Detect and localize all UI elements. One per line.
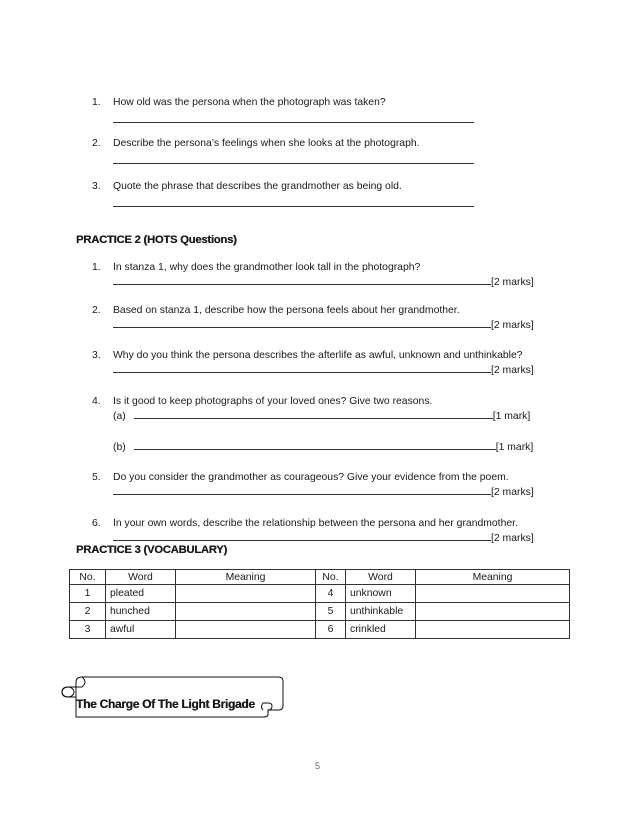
- vocabulary-table: [69, 569, 570, 639]
- question-number: 5.: [92, 472, 101, 483]
- practice2-heading: PRACTICE 2 (HOTS Questions): [76, 234, 237, 246]
- vocab-word: pleated: [106, 585, 176, 603]
- question-text: In stanza 1, why does the grandmother look tall in the photograph?: [113, 262, 421, 273]
- question-number: 3.: [92, 350, 101, 361]
- meaning-cell[interactable]: [176, 603, 316, 621]
- meaning-cell[interactable]: [416, 585, 570, 603]
- question-number: 1.: [92, 262, 101, 273]
- table-row: [70, 621, 570, 639]
- meaning-cell[interactable]: [416, 603, 570, 621]
- table-row: [70, 603, 570, 621]
- meaning-cell[interactable]: [176, 585, 316, 603]
- answer-line[interactable]: [113, 113, 474, 127]
- vocab-word: crinkled: [346, 621, 416, 639]
- column-header: No.: [70, 570, 106, 585]
- column-header: Meaning: [176, 570, 316, 585]
- column-header: Word: [106, 570, 176, 585]
- marks-label: [2 marks]: [491, 487, 534, 498]
- marks-label: [1 mark]: [495, 442, 534, 453]
- question-number: 3.: [92, 181, 101, 192]
- vocab-word: unthinkable: [346, 603, 416, 621]
- question-text: In your own words, describe the relationship between the persona and her grandmother.: [113, 518, 518, 529]
- marks-label: [2 marks]: [491, 320, 534, 331]
- answer-line[interactable]: [113, 154, 474, 168]
- column-header: No.: [316, 570, 346, 585]
- vocab-word: hunched: [106, 603, 176, 621]
- table-header-row: [70, 570, 570, 585]
- question-text: Why do you think the persona describes the afterlife as awful, unknown and unthinkable?: [113, 350, 523, 361]
- answer-line[interactable]: [113, 485, 534, 499]
- answer-line[interactable]: [113, 531, 534, 545]
- column-header: Word: [346, 570, 416, 585]
- question-text: Based on stanza 1, describe how the persona feels about her grandmother.: [113, 305, 460, 316]
- answer-line[interactable]: [113, 197, 474, 211]
- banner-title: The Charge Of The Light Brigade: [76, 697, 255, 711]
- row-number: 1: [70, 585, 106, 603]
- question-number: 2.: [92, 305, 101, 316]
- answer-line-b[interactable]: [113, 440, 533, 454]
- meaning-cell[interactable]: [176, 621, 316, 639]
- question-text: Quote the phrase that describes the grandmother as being old.: [113, 181, 402, 192]
- row-number: 4: [316, 585, 346, 603]
- answer-line[interactable]: [113, 318, 534, 332]
- vocab-word: unknown: [346, 585, 416, 603]
- question-number: 2.: [92, 138, 101, 149]
- marks-label: [2 marks]: [491, 277, 534, 288]
- row-number: 5: [316, 603, 346, 621]
- vocab-word: awful: [106, 621, 176, 639]
- question-number: 1.: [92, 97, 101, 108]
- question-text: Do you consider the grandmother as courageous? Give your evidence from the poem.: [113, 472, 509, 483]
- question-number: 4.: [92, 396, 101, 407]
- marks-label: [2 marks]: [491, 365, 534, 376]
- row-number: 2: [70, 603, 106, 621]
- sub-label: (a): [113, 411, 126, 422]
- answer-line-a[interactable]: [113, 409, 530, 423]
- marks-label: [1 mark]: [492, 411, 531, 422]
- column-header: Meaning: [416, 570, 570, 585]
- row-number: 6: [316, 621, 346, 639]
- page-number: 5: [315, 761, 321, 771]
- question-text: Is it good to keep photographs of your loved ones? Give two reasons.: [113, 396, 433, 407]
- question-number: 6.: [92, 518, 101, 529]
- answer-line[interactable]: [113, 363, 534, 377]
- question-text: Describe the persona’s feelings when she looks at the photograph.: [113, 138, 420, 149]
- answer-line[interactable]: [113, 275, 534, 289]
- question-text: How old was the persona when the photograph was taken?: [113, 97, 386, 108]
- marks-label: [2 marks]: [491, 533, 534, 544]
- meaning-cell[interactable]: [416, 621, 570, 639]
- table-row: [70, 585, 570, 603]
- practice3-heading: PRACTICE 3 (VOCABULARY): [76, 544, 227, 556]
- row-number: 3: [70, 621, 106, 639]
- sub-label: (b): [113, 442, 126, 453]
